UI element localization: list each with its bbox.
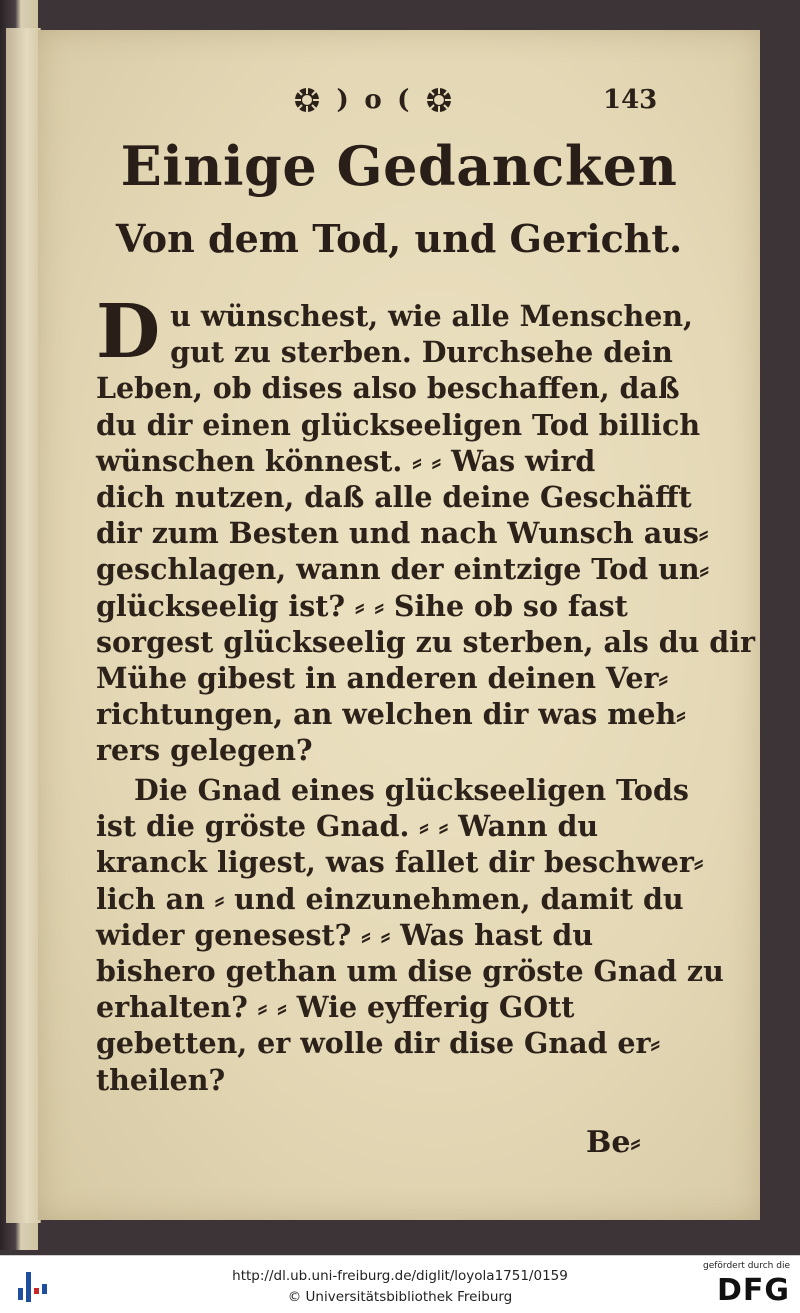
ornament-bracket-left: ) — [336, 85, 349, 115]
paragraph-1 — [96, 289, 756, 768]
footer-bar — [0, 1255, 800, 1313]
text-line: dich nutzen, daß alle deine Geschäfft — [96, 479, 692, 514]
text-line: dir zum Besten und nach Wunsch aus⸗ — [96, 516, 709, 551]
text-line: gut zu sterben. Durchsehe dein — [170, 335, 673, 370]
book-page — [38, 30, 760, 1220]
text-line: ist die gröste Gnad. ⸗ ⸗ Wann du — [96, 809, 599, 844]
rosette-right-icon — [425, 86, 453, 114]
page-subtitle: Von dem Tod, und Gericht. — [115, 216, 683, 261]
text-line: gebetten, er wolle dir dise Gnad er⸗ — [96, 1026, 661, 1061]
text-line: geschlagen, wann der eintzige Tod un⸗ — [96, 552, 710, 587]
text-line: rers gelegen? — [96, 733, 313, 768]
page-number: 143 — [603, 85, 658, 115]
copyright-text: © Universitätsbibliothek Freiburg — [287, 1289, 513, 1305]
dfg-logo: DFG — [716, 1273, 790, 1308]
text-line: Mühe gibest in anderen deinen Ver⸗ — [96, 660, 669, 695]
page-title: Einige Gedancken — [120, 134, 678, 198]
ornament-center-circle: o — [364, 85, 382, 115]
text-line: Leben, ob dises also beschaffen, daß — [96, 371, 680, 406]
facing-page-edge — [6, 28, 41, 1223]
text-line: wider genesest? ⸗ ⸗ Was hast du — [96, 917, 594, 952]
rosette-left-icon — [293, 86, 321, 114]
paragraph-2 — [96, 772, 724, 1098]
text-line: bishero gethan um dise gröste Gnad zu — [96, 953, 724, 988]
drop-cap: D — [96, 289, 161, 375]
text-line: lich an ⸗ und einzunehmen, damit du — [96, 881, 684, 916]
funding-note: gefördert durch die — [703, 1261, 790, 1271]
text-line: wünschen könnest. ⸗ ⸗ Was wird — [96, 443, 596, 478]
permalink-url[interactable]: http://dl.ub.uni-freiburg.de/diglit/loyola1751/0159 — [232, 1268, 568, 1284]
text-line: theilen? — [96, 1062, 226, 1097]
text-line: sorgest glückseelig zu sterben, als du dir — [96, 624, 756, 659]
text-line: glückseelig ist? ⸗ ⸗ Sihe ob so fast — [96, 588, 628, 623]
text-line: u wünschest, wie alle Menschen, — [170, 299, 693, 333]
header-ornament — [293, 85, 453, 115]
text-line: du dir einen glückseeligen Tod billich — [96, 407, 701, 442]
text-line: Die Gnad eines glückseeligen Tods — [134, 773, 689, 807]
ornament-bracket-right: ( — [397, 85, 410, 115]
catchword: Be⸗ — [586, 1125, 641, 1160]
text-line: kranck ligest, was fallet dir beschwer⸗ — [96, 845, 704, 880]
text-line: richtungen, an welchen dir was meh⸗ — [96, 697, 686, 732]
text-line: erhalten? ⸗ ⸗ Wie eyfferig GOtt — [96, 990, 575, 1025]
